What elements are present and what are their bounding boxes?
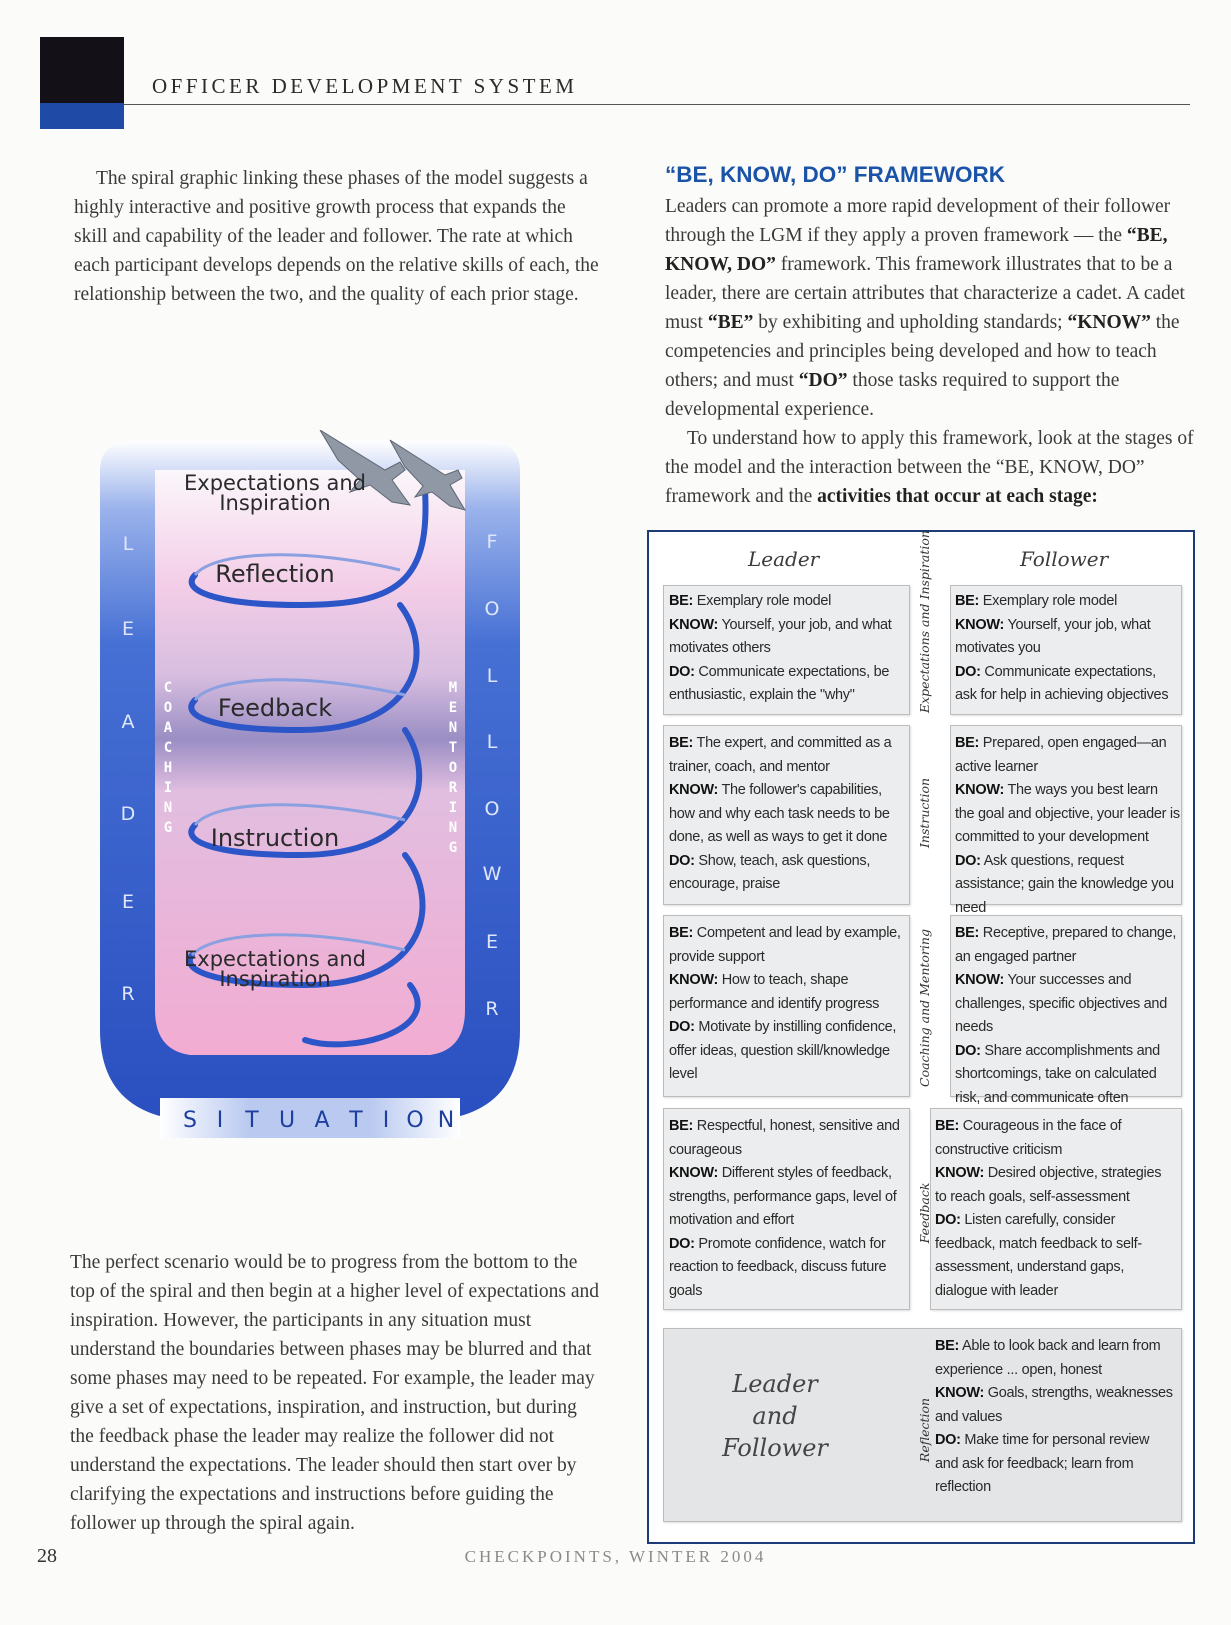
situation-letter: I [382,1108,390,1133]
coaching-letter: A [163,720,173,736]
leader-and-follower-label: Leader and Follower [722,1370,828,1462]
reflection-stage-label: Reflection [215,560,335,588]
leader-text-instruction: BE: The expert, and committed as a trainer, coach, and mentor KNOW: The follower's capabilities, how and why each task needs to be done, as well as ways to get it done DO: Show, teach, ask questions, encourage, praise [669,735,892,892]
header-color-block [40,37,124,129]
scenario-paragraph: The perfect scenario would be to progress from the bottom to the top of the spiral and then begin at a higher level of expectations and inspiration. However, the participants in any situation must understand the boundaries between phases may be blurred and that some phases may need to be repeated. For example, the leader may give a set of expectations, inspiration, and instruction, but during the feedback phase the leader may realize the follower did not understand the expectations. The leader should then start over by clarifying the expectations and instructions before guiding the follower up through the spiral again. [70,1252,600,1534]
follower-text-coaching: BE: Receptive, prepared to change, an engaged partner KNOW: Your successes and challenges, specific objectives and needs DO: Share accomplishments and shortcomings, take on calculated risk, and communicate often [955,925,1177,1106]
leader-text-expectations: BE: Exemplary role model KNOW: Yourself, your job, and what motivates others DO: Communicate expectations, be enthusiastic, explain the "why" [669,593,892,703]
situation-letter: T [245,1108,259,1133]
page-header-title: OFFICER DEVELOPMENT SYSTEM [152,74,578,98]
follower-text-expectations: BE: Exemplary role model KNOW: Yourself, your job, what motivates you DO: Communicate expectations, ask for help in achieving objectives [955,593,1169,703]
mentoring-letter: N [448,820,458,836]
leader-column-header: Leader [748,547,820,571]
follower-letter: L [486,665,498,687]
mentoring-letter: R [448,780,458,796]
mentoring-letter: N [448,720,458,736]
stage-label-feedback: Feedback [917,1182,932,1244]
leader-text-coaching: BE: Competent and lead by example, provide support KNOW: How to teach, shape performance and identify progress DO: Motivate by instilling confidence, offer ideas, question skill/knowledge level [669,925,901,1082]
leader-text-feedback: BE: Respectful, honest, sensitive and courageous KNOW: Different styles of feedback, strengths, performance gaps, level of motivation and effort DO: Promote confidence, watch for reaction to feedback, discuss future goals [669,1118,900,1299]
intro-paragraph: The spiral graphic linking these phases of the model suggests a highly interactive and positive growth process that expands the skill and capability of the leader and follower. The rate at which each participant develops depends on the relative skills of each, the relationship between the two, and the quality of each prior stage. [74,168,599,305]
bottom-stage-label-line2: Inspiration [219,967,331,991]
coaching-letter: H [163,760,173,776]
coaching-letter: G [163,820,173,836]
publication-footer: CHECKPOINTS, WINTER 2004 [464,1547,767,1566]
situation-letter: S [183,1108,197,1133]
leader-follower-spiral-diagram [100,430,570,1190]
leader-letter: R [121,983,135,1005]
stage-label-expectations: Expectations and Inspiration [917,530,932,713]
mentoring-letter: M [448,680,458,696]
situation-letter: O [406,1108,424,1133]
page-number: 28 [37,1545,57,1567]
follower-letter: E [485,931,499,953]
situation-letter: T [349,1108,363,1133]
follower-letter: F [486,531,498,553]
header-blue-bar [40,103,124,129]
leader-letter: A [121,711,135,733]
mentoring-letter: T [448,740,458,756]
instruction-stage-label: Instruction [210,824,340,852]
leader-letter: D [120,803,136,825]
stage-label-reflection: Reflection [917,1397,932,1463]
coaching-letter: C [163,680,173,696]
leader-letter: E [121,618,135,640]
situation-letter: I [216,1108,224,1133]
section-title: “BE, KNOW, DO” FRAMEWORK [665,162,1005,187]
follower-letter: R [485,998,499,1020]
top-stage-label-line1: Expectations and [184,471,366,495]
mentoring-letter: E [448,700,458,716]
leader-letter: E [121,891,135,913]
follower-text-feedback: BE: Courageous in the face of constructive criticism KNOW: Desired objective, strategies to reach goals, self-assessment DO: Listen carefully, consider feedback, match feedback to self-assessment, understand gaps, dialogue with leader [935,1118,1162,1299]
stage-label-coaching: Coaching and Mentoring [917,929,932,1087]
mentoring-letter: I [448,800,458,816]
situation-letter: A [314,1108,330,1133]
leader-letter: L [122,533,134,555]
coaching-letter: N [163,800,173,816]
follower-column-header: Follower [1020,547,1109,571]
coaching-letter: C [163,740,173,756]
follower-letter: O [484,798,500,820]
follower-letter: L [486,731,498,753]
situation-letter: N [437,1108,455,1133]
situation-letter: U [278,1108,296,1133]
reflection-text: BE: Able to look back and learn from experience ... open, honest KNOW: Goals, strengths, weaknesses and values DO: Make time for personal review and ask for feedback; learn from reflection [935,1338,1173,1495]
feedback-stage-label: Feedback [217,694,333,722]
mentoring-letter: G [448,840,458,856]
follower-text-instruction: BE: Prepared, open engaged—an active learner KNOW: The ways you best learn the goal and objective, your leader is committed to your development DO: Ask questions, request assistance; gain the knowledge you need [955,735,1180,916]
top-stage-label-line2: Inspiration [219,491,331,515]
follower-letter: O [484,598,500,620]
header-rule [124,104,1190,105]
bottom-stage-label-line1: Expectations and [184,947,366,971]
mentoring-letter: O [448,760,458,776]
coaching-letter: I [163,780,173,796]
stage-label-instruction: Instruction [917,777,932,849]
coaching-letter: O [163,700,173,716]
follower-letter: W [482,863,502,885]
framework-paragraphs: Leaders can promote a more rapid development of their follower through the LGM if they apply a proven framework — the “BE, KNOW, DO” framework. This framework illustrates that to be a leader, there are certain attributes that characterize a cadet. A cadet must “BE” by exhibiting and upholding standards; “KNOW” the competencies and principles being developed and how to teach others; and must “DO” those tasks required to support the developmental experience. To understand how to apply this framework, look at the stages of the model and the interaction between the “BE, KNOW, DO” framework and the activities that occur at each stage: [665,196,1194,507]
